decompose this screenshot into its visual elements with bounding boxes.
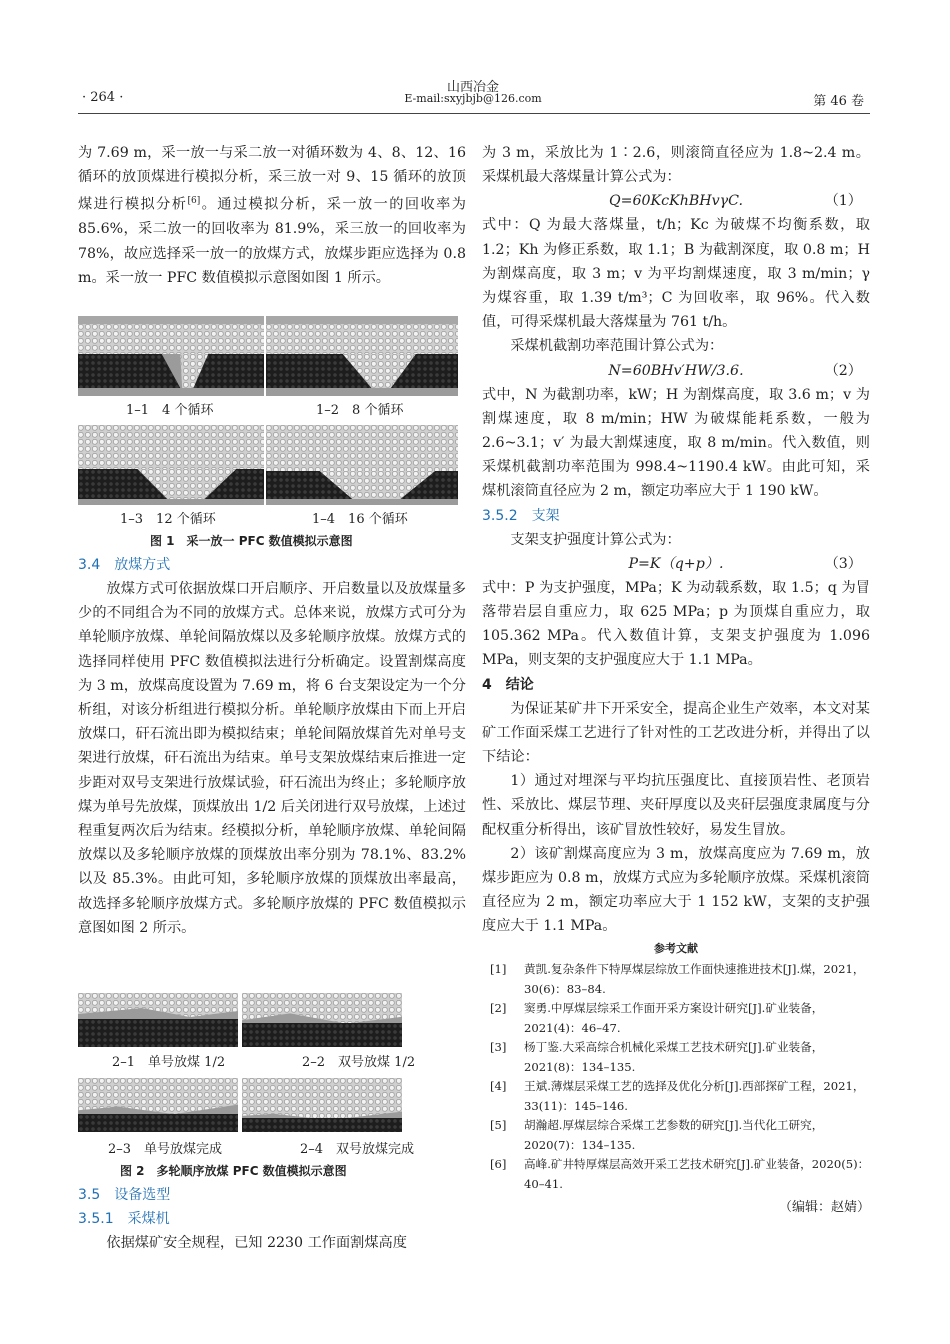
equation-3-number: （3） (824, 555, 862, 572)
section-heading-3-5-1: 3.5.1 采煤机 (78, 1211, 170, 1227)
references (482, 939, 870, 1218)
equation-2-number: （2） (824, 362, 862, 379)
paragraph: 式中：Q 为最大落煤量，t/h；Kc 为破煤不均衡系数，取 1.2；Kh 为修正系数，取 1.1；B 为截割深度，取 0.8 m；H 为割煤高度，取 3 m；v 为平均割煤速度，取 3 m/min；γ 为煤容重，取 1.39 t/m³；C 为回收率，取 96%。代入数值，可得采煤机最大落煤量为 761 t/h。 (482, 217, 870, 331)
paragraph: 为保证某矿井下开采安全，提高企业生产效率，本文对某矿工作面采煤工艺进行了针对性的工艺改进分析，并得出了以下结论： (482, 700, 870, 766)
figure2-label-4: 2–4 双号放煤完成 (300, 1142, 415, 1157)
volume-label: 第 46 卷 (813, 94, 864, 109)
paragraph: 放煤方式可依据放煤口开启顺序、开启数量以及放煤量多少的不同组合为不同的放煤方式。总体来说，放煤方式可分为单轮顺序放煤、单轮间隔放煤以及多轮顺序放煤。放煤方式的选择同样使用 PFC 数值模拟法进行分析确定。设置割煤高度为 3 m，放煤高度设置为 7.69 m，将 6 台支架设定为一个分析组，对该分析组进行模拟分析。单轮顺序放煤由下而上开启放煤口，矸石流出即为模拟结束；单轮间隔放煤首先对单号支架进行放煤，矸石流出为结束。单号支架放煤结束后推进一定步距对双号支架进行放煤试验，矸石流出为终止；多轮顺序放煤为单号先放煤，顶煤放出 1/2 后关闭进行双号放煤，上述过程重复两次后为结束。经模拟分析，单轮顺序放煤、单轮间隔放煤以及多轮顺序放煤的顶煤放出率分别为 78.1%、83.2% 以及 85.3%。由此可知，多轮顺序放煤的顶煤放出率最高，故选择多轮顺序放煤方式。多轮顺序放煤的 PFC 数值模拟示意图如图 2 所示。 (78, 581, 466, 936)
section-heading-4: 4 结论 (482, 676, 534, 693)
paragraph: 依据煤矿安全规程，已知 2230 工作面割煤高度 (106, 1235, 407, 1251)
paragraph: 为 7.69 m，采一放一与采二放一对循环数为 4、8、12、16 循环的放顶煤进行模拟分析，采三放一对 9、15 循环的放顶煤进行模拟分析[6]。通过模拟分析，采一放一的回收率为 85.6%，采二放一的回收率为 81.9%，采三放一的回收率为 78%，故应选择采一放一的放煤方式，放煤步距应选择为 0.8 m。采一放一 PFC 数值模拟示意图如图 1 所示。 (78, 145, 466, 286)
page-number: · 264 · (82, 90, 124, 105)
figure2-label-3: 2–3 单号放煤完成 (108, 1142, 223, 1157)
equation-1-number: （1） (824, 193, 862, 210)
figure2-panel-4 (242, 1078, 402, 1132)
paragraph: 式中，N 为截割功率，kW；H 为割煤高度，取 3.6 m；v 为割煤速度，取 8 m/min；HW 为破煤能耗系数，一般为 2.6~3.1；v′ 为最大割煤速度，取 8 m/min。代入数值，则采煤机截割功率范围为 998.4~1190.4 kW。由此可知，采煤机滚筒直径应为 2 m，额定功率应大于 1 190 kW。 (482, 386, 870, 500)
figure2-panel-1 (78, 993, 238, 1047)
figure1-label-3: 1–3 12 个循环 (120, 512, 216, 527)
paragraph: 采煤机截割功率范围计算公式为： (510, 338, 724, 355)
editor-note: （编辑：赵婧） (778, 1200, 870, 1216)
left-column-section-3-5 (78, 1183, 466, 1255)
figure1-caption: 图 1 采一放一 PFC 数值模拟示意图 (150, 534, 353, 548)
left-column (78, 141, 466, 290)
reference-item: [6] 高峰.矿井特厚煤层高效开采工艺技术研究[J].矿业装备，2020(5)：40–41. (490, 1157, 870, 1191)
figure2-panel-2 (242, 993, 402, 1047)
equation-2 (482, 359, 870, 383)
reference-item: [5] 胡瀚超.厚煤层综合采煤工艺参数的研究[J].当代化工研究，2020(7)：134–135. (490, 1118, 824, 1152)
figure1-label-4: 1–4 16 个循环 (312, 512, 408, 527)
reference-item: [4] 王斌.薄煤层采煤工艺的选择及优化分析[J].西部探矿工程，2021，33(11)：145–146. (490, 1079, 865, 1113)
references-title: 参考文献 (654, 941, 698, 955)
journal-email: E-mail:sxyjbjb@126.com (404, 92, 542, 105)
left-column-section-3-4 (78, 553, 466, 940)
equation-3-formula: P=K（q+p）. (628, 555, 724, 572)
right-column (482, 141, 870, 1218)
equation-1-formula: Q=60KcKhBHvγC. (608, 193, 743, 210)
section-heading-3-5: 3.5 设备选型 (78, 1187, 171, 1203)
paragraph: 为 3 m，采放比为 1∶2.6，则滚筒直径应为 1.8~2.4 m。采煤机最大落煤量计算公式为： (482, 145, 870, 186)
section-heading-3-4: 3.4 放煤方式 (78, 557, 171, 573)
equation-3 (482, 552, 870, 576)
equation-2-formula: N=60BHv′HW/3.6. (608, 362, 744, 379)
page-header (78, 72, 868, 112)
reference-item: [3] 杨丁鉴.大采高综合机械化采煤工艺技术研究[J].矿业装备，2021(8)：134–135. (490, 1040, 824, 1074)
figure1-panel-1 (78, 316, 264, 396)
conclusion-item-2: 2）该矿割煤高度应为 3 m，放煤高度应为 7.69 m，放煤步距应为 0.8 m，放煤方式应为多轮顺序放煤。采煤机滚筒直径应为 2 m，额定功率应大于 1 152 kW，支架的支护强度应大于 1.1 MPa。 (482, 845, 870, 935)
paragraph: 支架支护强度计算公式为： (510, 531, 681, 548)
paragraph: 式中：P 为支护强度，MPa；K 为动载系数，取 1.5；q 为冒落带岩层自重应力，取 625 MPa；p 为顶煤自重应力，取 105.362 MPa。代入数值计算，支架支护强度为 1.096 MPa，则支架的支护强度应大于 1.1 MPa。 (482, 579, 870, 669)
conclusion-item-1: 1）通过对埋深与平均抗压强度比、直接顶岩性、老顶岩性、采放比、煤层节理、夹矸厚度以及夹矸层强度隶属度与分配权重分析得出，该矿冒放性较好，易发生冒放。 (482, 773, 870, 838)
figure2-caption: 图 2 多轮顺序放煤 PFC 数值模拟示意图 (120, 1164, 347, 1178)
figure2-panel-3 (78, 1078, 238, 1132)
figure1-panel-3 (78, 425, 264, 505)
header-rule (78, 113, 870, 114)
section-heading-3-5-2: 3.5.2 支架 (482, 507, 560, 524)
figure2-label-2: 2–2 双号放煤 1/2 (302, 1055, 416, 1070)
figure2-label-1: 2–1 单号放煤 1/2 (112, 1055, 226, 1070)
reference-item: [1] 黄凯.复杂条件下特厚煤层综放工作面快速推进技术[J].煤，2021，30(6)：83–84. (490, 962, 865, 996)
citation: [6] (187, 196, 201, 207)
figure1-label-1: 1–1 4 个循环 (126, 403, 214, 418)
figure1-panel-4 (266, 425, 458, 505)
figure1-panel-2 (266, 316, 458, 396)
journal-title: 山西冶金 (446, 80, 499, 95)
reference-item: [2] 窦勇.中厚煤层综采工作面开采方案设计研究[J].矿业装备，2021(4)：46–47. (490, 1001, 824, 1035)
figure1-label-2: 1–2 8 个循环 (316, 403, 404, 418)
equation-1 (482, 189, 870, 213)
